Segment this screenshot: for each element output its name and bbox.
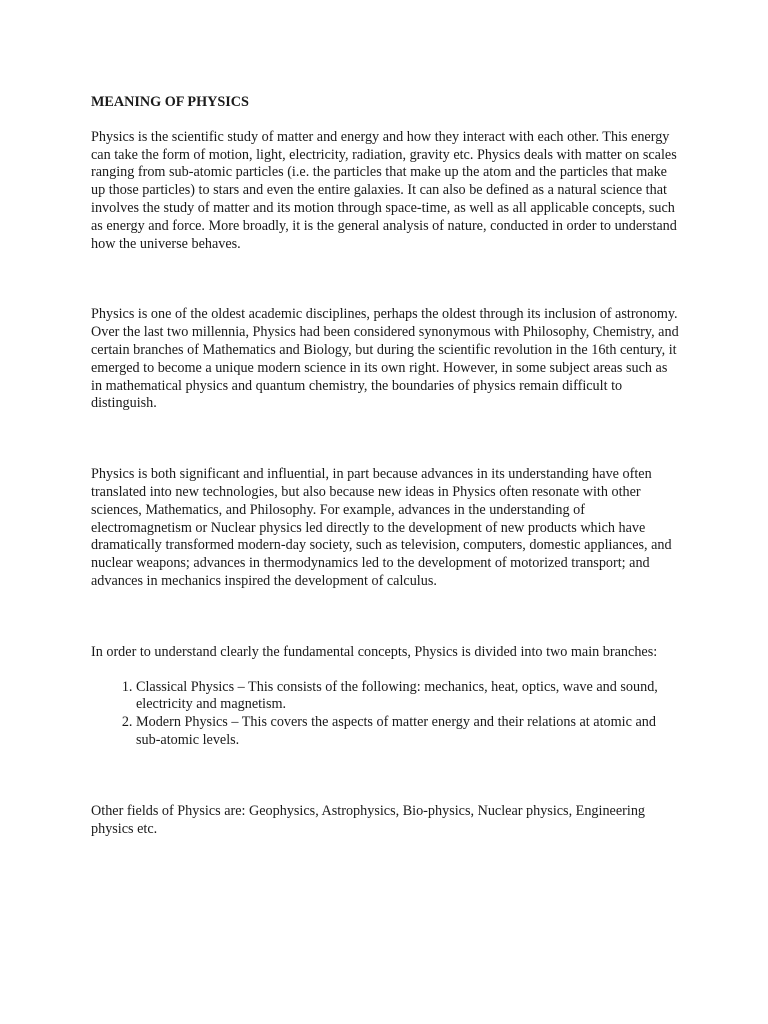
branches-list (91, 679, 681, 750)
paragraph-branches-intro: In order to understand clearly the fundamental concepts, Physics is divided into two main branches: (91, 643, 658, 660)
paragraph-spacer (91, 253, 681, 306)
paragraph-history: Physics is one of the oldest academic disciplines, perhaps the oldest through its inclusion of astronomy. Over the last two millennia, Physics had been considered synonymous with Philosophy, Chemistry, and certain branches of Mathematics and Biology, but during the scientific revolution in the 16th century, it emerged to become a unique modern science in its own right. However, in some subject areas such as in mathematical physics and quantum chemistry, the boundaries of physics remain difficult to distinguish. (91, 306, 679, 412)
document-body (91, 94, 681, 838)
paragraph-spacer (91, 750, 681, 803)
paragraph-definition: Physics is the scientific study of matter and energy and how they interact with each other. This energy can take the form of motion, light, electricity, radiation, gravity etc. Physics deals with matter on scales ranging from sub-atomic particles (i.e. the particles that make up the atom and the particles that make up those particles) to stars and even the entire galaxies. It can also be defined as a natural science that involves the study of matter and its motion through space-time, as well as all applicable concepts, such as energy and force. More broadly, it is the general analysis of nature, conducted in order to understand how the universe behaves. (91, 128, 677, 252)
paragraph-spacer (91, 662, 681, 679)
paragraph-significance: Physics is both significant and influential, in part because advances in its understanding have often translated into new technologies, but also because new ideas in Physics often resonate with other sciences, Mathematics, and Philosophy. For example, advances in the understanding of electromagnetism or Nuclear physics led directly to the development of new products which have dramatically transformed modern-day society, such as television, computers, domestic appliances, and nuclear weapons; advances in thermodynamics led to the development of motorized transport; and advances in mechanics inspired the development of calculus. (91, 466, 672, 589)
list-item-classical-physics: 1. Classical Physics – This consists of the following: mechanics, heat, optics, wave and sound, electricity and magnetism. (136, 679, 681, 715)
paragraph-other-fields: Other fields of Physics are: Geophysics, Astrophysics, Bio-physics, Nuclear physics, Engineering physics etc. (91, 802, 646, 837)
document-title: MEANING OF PHYSICS (91, 94, 249, 110)
paragraph-spacer (91, 413, 681, 466)
list-item-modern-physics: 2. Modern Physics – This covers the aspects of matter energy and their relations at atomic and sub-atomic levels. (136, 714, 681, 750)
paragraph-spacer (91, 591, 681, 644)
